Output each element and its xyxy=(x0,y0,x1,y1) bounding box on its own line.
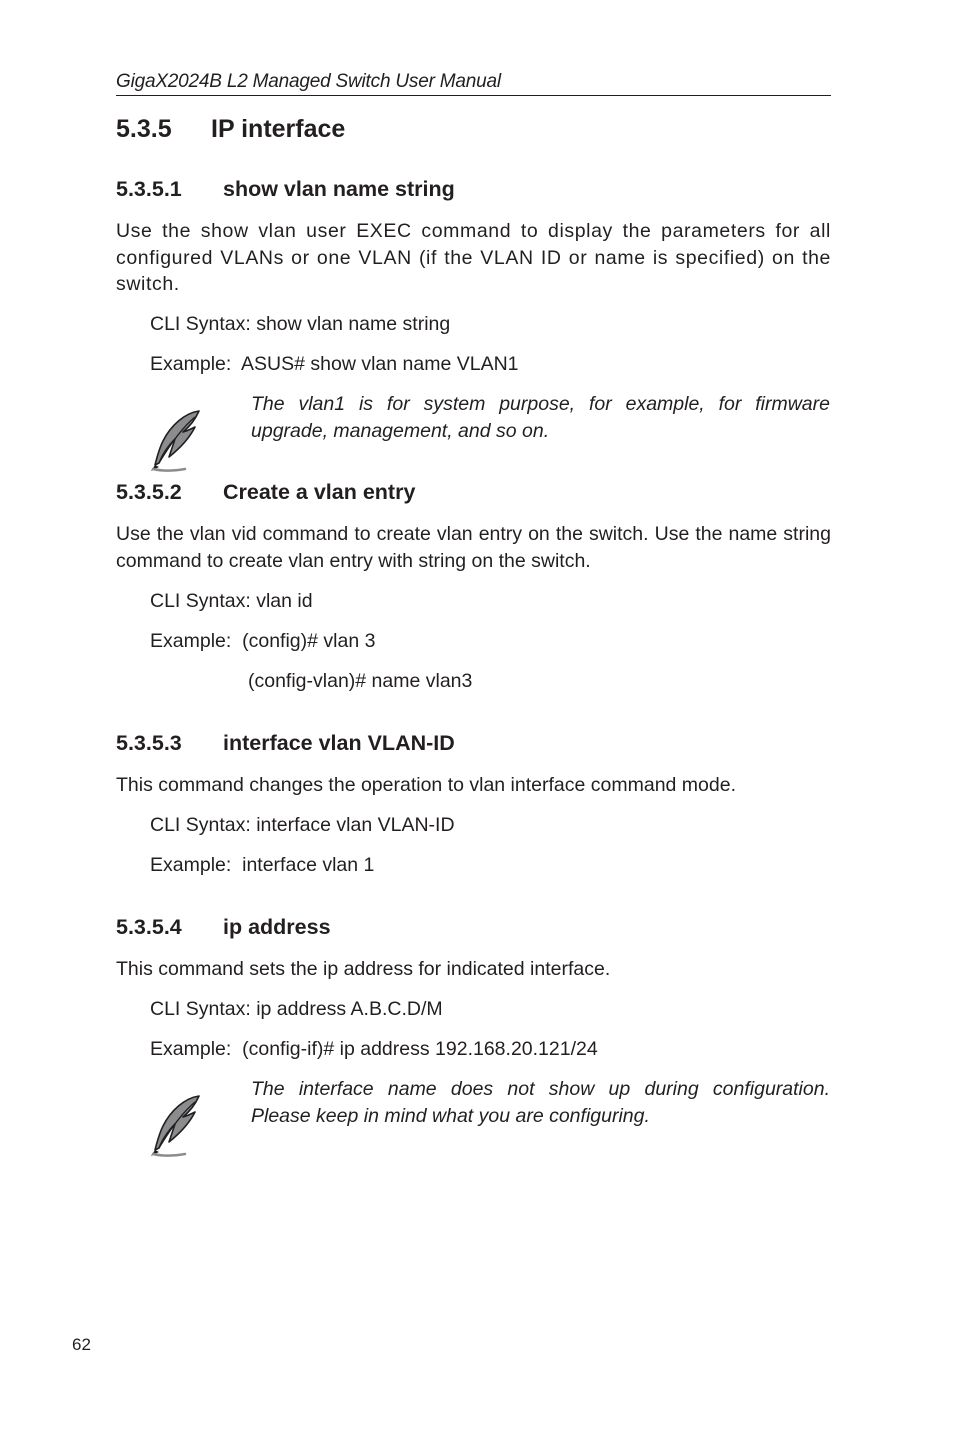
note-line: The interface name does not show up during configuration. xyxy=(251,1078,830,1100)
subsection-title: show vlan name string xyxy=(223,177,455,201)
subsection-description: This command changes the operation to vlan interface command mode. xyxy=(116,774,737,796)
subsection-heading-show-vlan-name xyxy=(116,176,455,202)
note-line: The vlan1 is for system purpose, for example, for firmware xyxy=(251,393,830,415)
cli-example: Example: interface vlan 1 xyxy=(150,854,375,876)
subsection-heading-create-vlan-entry xyxy=(116,479,415,505)
cli-syntax: CLI Syntax: show vlan name string xyxy=(150,313,451,335)
subsection-number: 5.3.5.2 xyxy=(116,480,182,504)
subsection-description: Use the vlan vid command to create vlan entry on the switch. Use the name string command to create vlan entry with string on the switch. xyxy=(116,523,831,572)
subsection-description: This command sets the ip address for indicated interface. xyxy=(116,958,611,980)
cli-syntax: CLI Syntax: ip address A.B.C.D/M xyxy=(150,998,443,1020)
quill-pen-note-icon xyxy=(145,405,205,477)
running-header: GigaX2024B L2 Managed Switch User Manual xyxy=(116,70,831,96)
section-heading xyxy=(116,114,345,144)
page-number: 62 xyxy=(72,1335,91,1354)
subsection-heading-interface-vlan xyxy=(116,730,455,756)
subsection-number: 5.3.5.4 xyxy=(116,915,182,939)
cli-syntax: CLI Syntax: vlan id xyxy=(150,590,313,612)
note-interface-name xyxy=(251,1076,830,1129)
quill-pen-note-icon xyxy=(145,1090,205,1162)
cli-example: Example: (config)# vlan 3 xyxy=(150,630,376,652)
cli-syntax: CLI Syntax: interface vlan VLAN-ID xyxy=(150,814,455,836)
subsection-description: Use the show vlan user EXEC command to display the parameters for all configured VLANs or one VLAN (if the VLAN ID or name is specified) on the switch. xyxy=(116,220,831,295)
section-title: IP interface xyxy=(211,115,346,143)
cli-example: Example: ASUS# show vlan name VLAN1 xyxy=(150,353,519,375)
subsection-heading-ip-address xyxy=(116,914,331,940)
note-line: Please keep in mind what you are configuring. xyxy=(251,1104,650,1127)
section-number: 5.3.5 xyxy=(116,115,172,143)
subsection-title: interface vlan VLAN-ID xyxy=(223,731,455,755)
cli-example-continuation: (config-vlan)# name vlan3 xyxy=(248,670,473,692)
subsection-number: 5.3.5.1 xyxy=(116,177,182,201)
subsection-title: ip address xyxy=(223,915,331,939)
note-system-vlan xyxy=(251,391,830,444)
note-line: upgrade, management, and so on. xyxy=(251,419,550,442)
cli-example: Example: (config-if)# ip address 192.168.20.121/24 xyxy=(150,1038,598,1060)
subsection-title: Create a vlan entry xyxy=(223,480,416,504)
subsection-number: 5.3.5.3 xyxy=(116,731,182,755)
